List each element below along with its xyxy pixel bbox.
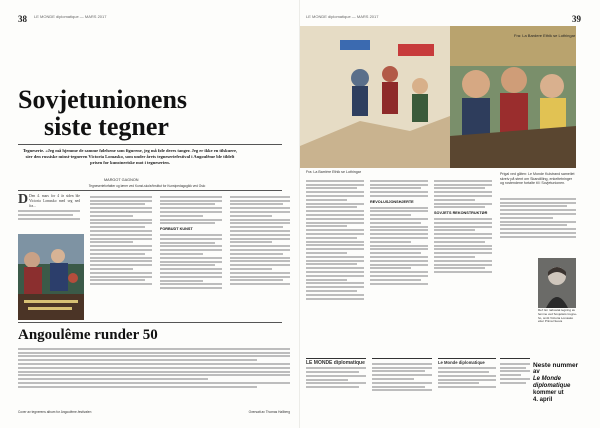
headline bbox=[18, 86, 228, 140]
promo-line5: kommer ut bbox=[533, 390, 564, 396]
promo-line4: diplomatique bbox=[533, 383, 571, 389]
dek-rule-bottom bbox=[18, 190, 282, 191]
section2-body bbox=[18, 346, 290, 408]
right-running-head: LE MONDE diplomatique — MARS 2017 bbox=[306, 14, 379, 19]
colophon-box-4 bbox=[500, 358, 530, 418]
dek-rule-top bbox=[18, 144, 282, 145]
left-page-number: 38 bbox=[18, 14, 27, 24]
right-subhead-b: SOVJETS REKONSTRUKTØR bbox=[434, 211, 488, 216]
left-running-head: LE MONDE diplomatique — MARS 2017 bbox=[34, 14, 107, 19]
comic-artwork bbox=[18, 234, 84, 320]
next-issue-promo bbox=[533, 362, 595, 404]
promo-line2: av bbox=[533, 369, 540, 375]
section2-rule bbox=[18, 322, 282, 323]
right-page-number: 39 bbox=[572, 14, 581, 24]
promo-line6: 4. april bbox=[533, 397, 553, 403]
section2-footer: Oversatt av Thomas Hallberg bbox=[248, 410, 290, 414]
byline: MARGOT GAGNON bbox=[104, 178, 139, 182]
right-column-1 bbox=[306, 178, 364, 356]
drop-cap: D bbox=[18, 194, 29, 207]
portrait-photo bbox=[538, 258, 576, 308]
main-artwork bbox=[300, 26, 576, 168]
body-column-1 bbox=[18, 194, 80, 232]
promo-line3: Le Monde bbox=[533, 376, 561, 382]
right-column-4 bbox=[500, 196, 576, 256]
portrait-caption: Ref: En nabostat tegning av femme ved Sovjetiets tregne- ho, smitt Victoria Lomasko etter Prima Nuova bbox=[538, 308, 578, 324]
art-label: Fra: La Bardere Ethik se Lothingar bbox=[514, 33, 576, 38]
body-column-3 bbox=[160, 194, 222, 320]
colophon-box-1 bbox=[306, 358, 366, 418]
right-subhead-a: REVOLUSJONSHJERTE bbox=[370, 199, 414, 204]
body-column-2 bbox=[90, 194, 152, 320]
headline-line2: siste tegner bbox=[44, 112, 169, 141]
col1-intro-text: Den 4. mars for 4 år siden ble Victoria Lomasko med seg ned fra... bbox=[29, 194, 80, 208]
right-column-2 bbox=[370, 178, 428, 356]
colophon-title: LE MONDE diplomatique bbox=[306, 360, 365, 366]
headline-line1: Sovjetunionens bbox=[18, 85, 188, 114]
body-column-4 bbox=[230, 194, 290, 320]
colophon-mid-title: Le Monde diplomatique bbox=[438, 360, 485, 365]
artist-portrait bbox=[538, 258, 576, 308]
colophon-box-2 bbox=[372, 358, 432, 418]
protest-painting bbox=[300, 26, 576, 168]
right-column-3 bbox=[434, 178, 492, 356]
section2-title: Angoulême runder 50 bbox=[18, 327, 158, 343]
byline-note: Tegneserieforfatter og lærer ved Kunst-skole/Institut for Kunstpedagogikk ved Oslo bbox=[88, 184, 206, 188]
colophon-box-3 bbox=[438, 358, 496, 418]
art-side-caption: Prigal ved gåten: Le Monde Kulstrand sameilet skreiv på stent om Skandilling, enkeltetninger og rostendene fortalte til i Sovjetunionen. bbox=[500, 172, 575, 186]
col3-subhead: FORBUDT KUNST bbox=[160, 227, 193, 232]
comic-illustration-left bbox=[18, 234, 84, 320]
dek: Tegneserie. «Jeg må hjemme de samme følelsene som figurene, jeg må føle deres tanger. Jeg er ikke en tilskuere, sier den russiske minst-tegneren Victoria Lomasko, som under årets tegneseriefestival i Angoulême ble tildelt prisen for kunstneriske mot i tegneserien. bbox=[22, 148, 238, 165]
section2-caption: Cover av tegnerens album for Angoulême-festivalen bbox=[18, 410, 92, 414]
promo-line1: Neste nummer bbox=[533, 362, 579, 369]
art-caption: Fra: La Barrière Ethik se Lothingar bbox=[306, 170, 361, 174]
